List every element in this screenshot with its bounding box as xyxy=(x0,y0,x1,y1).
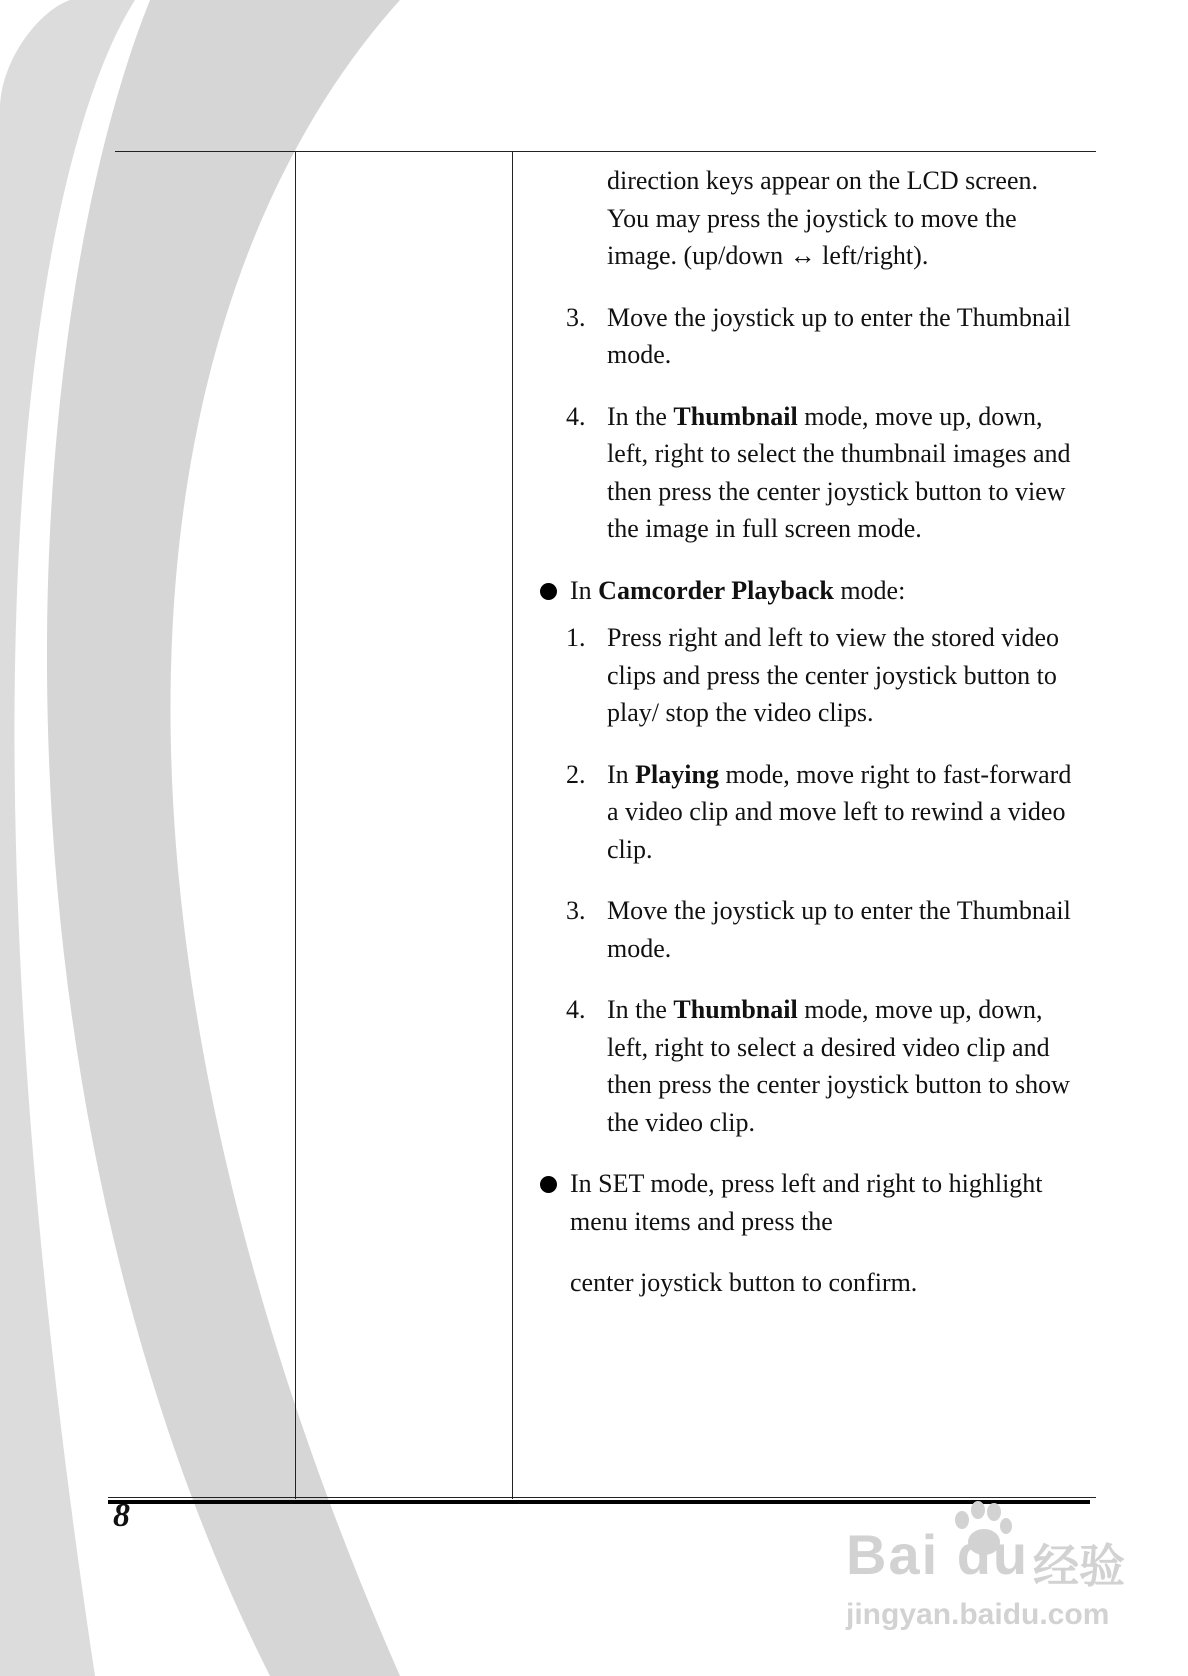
bullet-text-bold: Camcorder Playback xyxy=(598,575,834,605)
step-number: 4. xyxy=(566,401,586,431)
camcorder-step-2 xyxy=(540,756,1080,869)
camcorder-step-4 xyxy=(540,991,1080,1141)
camcorder-step-1 xyxy=(540,619,1080,732)
step-text-pre: In the xyxy=(607,401,674,431)
step-text-pre: In the xyxy=(607,995,674,1024)
watermark-jingyan: 经验 xyxy=(1033,1540,1125,1592)
set-mode-bullet xyxy=(540,1165,1080,1302)
column-divider-left xyxy=(295,151,296,1499)
step-text-bold: Playing xyxy=(635,759,719,789)
camcorder-step-3 xyxy=(540,892,1080,967)
swoosh-inner xyxy=(47,0,400,1676)
step-text-post: mode, move up, down, left, right to select the thumbnail images and then press the center joystick button to view the image in full screen mode. xyxy=(607,401,1071,543)
watermark-url: jingyan.baidu.com xyxy=(846,1598,1110,1631)
set-mode-text-line1: In SET mode, press left and right to highlight menu items and press the xyxy=(570,1169,1043,1236)
table-bottom-rule xyxy=(108,1497,1096,1498)
step-text-post: mode, move right to fast-forward a video clip and move left to rewind a video clip. xyxy=(607,759,1072,864)
column-divider-right xyxy=(512,151,513,1499)
step-number: 4. xyxy=(566,995,586,1024)
step-text: Press right and left to view the stored video clips and press the center joystick button to play/ stop the video clips. xyxy=(607,623,1060,727)
still-step-4 xyxy=(540,398,1080,548)
step-number: 3. xyxy=(566,896,586,925)
step-text-bold: Thumbnail xyxy=(673,401,798,431)
set-mode-text-line2: center joystick button to confirm. xyxy=(570,1268,918,1297)
step-number: 3. xyxy=(566,302,586,332)
bullet-dot-icon xyxy=(540,1176,557,1193)
bullet-text-pre: In xyxy=(570,575,599,605)
still-step-3 xyxy=(540,299,1080,374)
step-text: Move the joystick up to enter the Thumbnail mode. xyxy=(607,896,1071,963)
step-text-post: mode, move up, down, left, right to select a desired video clip and then press the center joystick button to show the video clip. xyxy=(607,995,1070,1137)
content-column xyxy=(540,162,1080,1302)
page-number: 8 xyxy=(113,1497,130,1534)
step-number: 2. xyxy=(566,759,586,789)
continuation-text: direction keys appear on the LCD screen. You may press the joystick to move the image. (up/down ↔ left/right). xyxy=(607,166,1039,270)
step-number: 1. xyxy=(566,623,586,652)
step-text: Move the joystick up to enter the Thumbnail mode. xyxy=(607,302,1071,369)
bullet-text-post: mode: xyxy=(833,575,906,605)
table-top-rule xyxy=(115,151,1096,152)
baidu-watermark xyxy=(838,1500,1128,1650)
watermark-logo: Bai du xyxy=(846,1523,1030,1586)
bullet-dot-icon xyxy=(540,583,557,600)
step-text-bold: Thumbnail xyxy=(673,995,798,1024)
camcorder-bullet xyxy=(540,572,1080,610)
step-text-pre: In xyxy=(607,759,636,789)
